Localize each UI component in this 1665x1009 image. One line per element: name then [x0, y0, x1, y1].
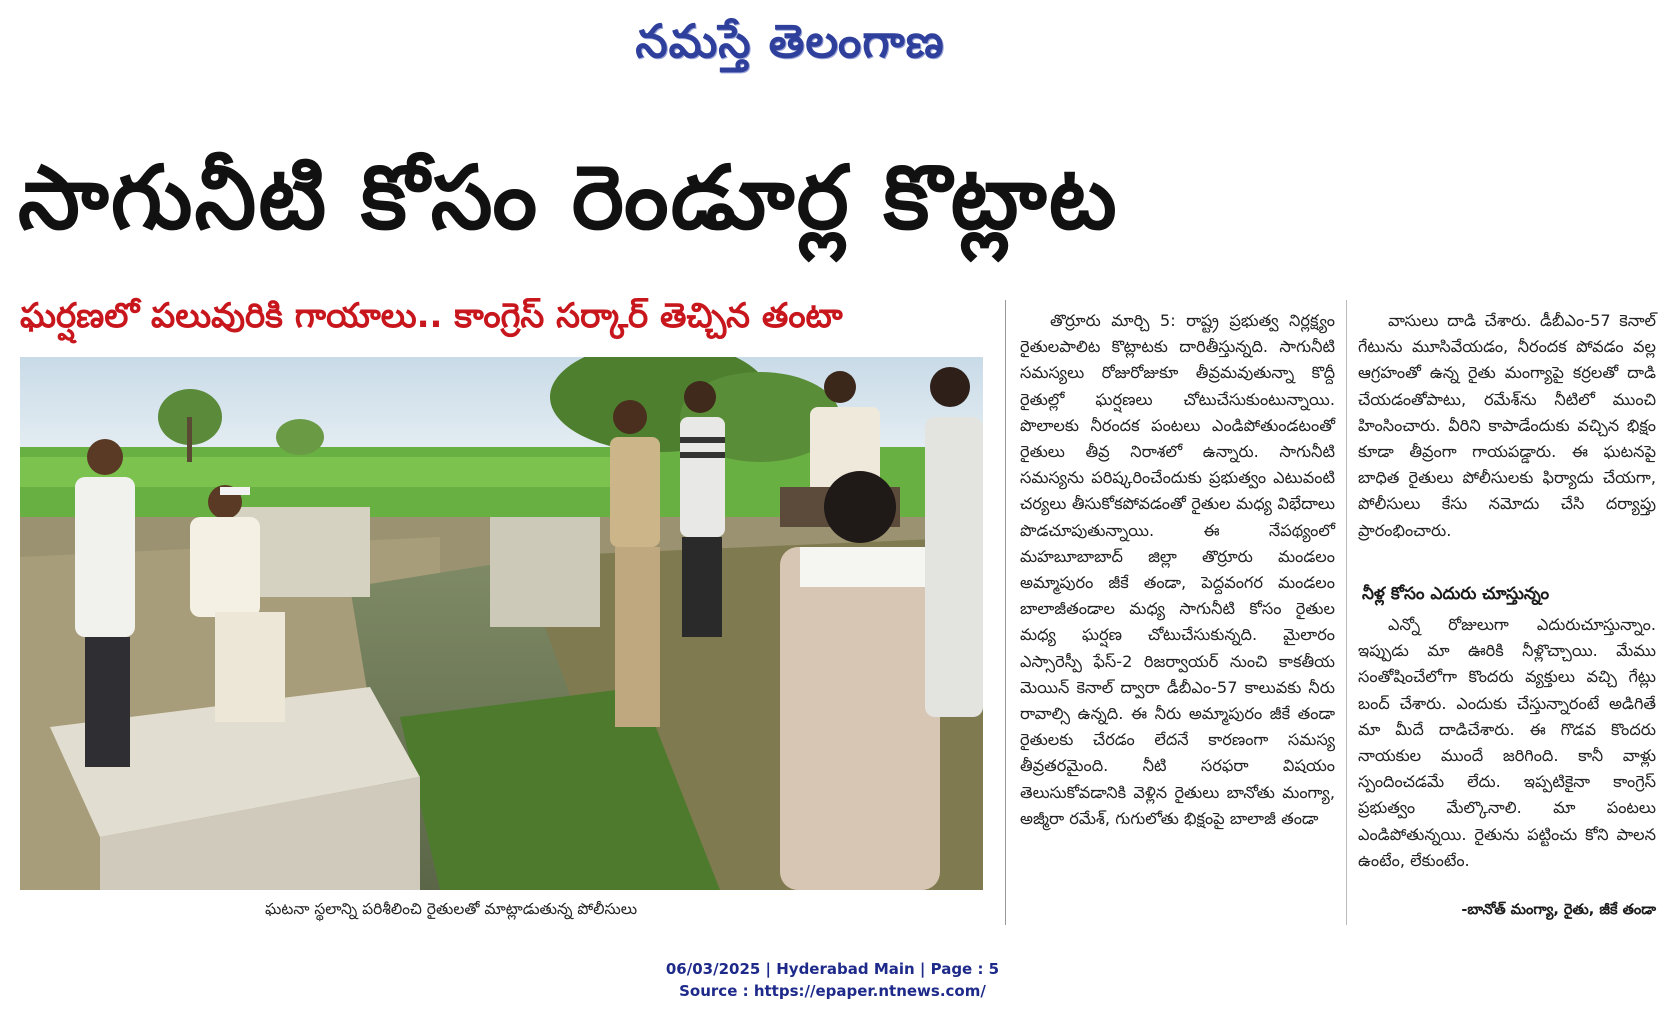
news-photo: [20, 357, 983, 890]
sub-headline: ఘర్షణలో పలువురికి గాయాలు.. కాంగ్రెస్ సర్కార్ తెచ్చిన తంటా: [20, 296, 843, 336]
article-subheading: నీళ్ల కోసం ఎదురు చూస్తున్నం: [1362, 584, 1550, 604]
column-divider: [1005, 300, 1006, 925]
article-paragraph: వాసులు దాడి చేశారు. డీబీఎం-57 కెనాల్ గేటును మూసివేయడం, నీరందక పోవడం వల్ల ఆగ్రహంతో ఉన్న రైతు మంగ్యాపై కర్రలతో దాడి చేయడంతోపాటు, రమేశ్‌ను నీటిలో ముంచి హింసించారు. వీరిని కాపాడేందుకు వచ్చిన భిక్షం కూడా తీవ్రంగా గాయపడ్డారు. ఈ ఘటనపై బాధిత రైతులు పోలీసులకు ఫిర్యాదు చేయగా, పోలీసులు కేసు నమోదు చేసి దర్యాప్తు ప్రారంభించారు.: [1358, 311, 1656, 540]
article-paragraph: ఎన్నో రోజులుగా ఎదురుచూస్తున్నాం. ఇప్పుడు మా ఊరికి నీళ్లొచ్చాయి. మేము సంతోషించేలోగా కొందరు వ్యక్తులు వచ్చి గేట్లు బంద్ చేశారు. ఎందుకు చేస్తున్నారంటే అడిగితే మా మీదే దాడిచేశారు. ఈ గొడవ కొందరు నాయకుల ముందే జరిగింది. కానీ వాళ్లు స్పందించడమే లేదు. ఇప్పటికైనా కాంగ్రెస్ ప్రభుత్వం మేల్కొనాలి. మా పంటలు ఎండిపోతున్నయి. రైతును పట్టించు కోని పాలన ఉంటేం, లేకుంటేం.: [1358, 615, 1656, 870]
article-column-1: [1020, 308, 1335, 832]
article-column-2-quote: [1358, 612, 1656, 874]
masthead-logo: నమస్తే తెలంగాణ: [635, 14, 945, 68]
footer-edition-info: 06/03/2025 | Hyderabad Main | Page : 5: [665, 960, 1000, 978]
column-divider: [1346, 300, 1347, 925]
photo-caption: ఘటనా స్థలాన్ని పరిశీలించి రైతులతో మాట్లాడుతున్న పోలీసులు: [265, 900, 638, 918]
main-headline: సాగునీటి కోసం రెండూర్ల కొట్లాట: [18, 146, 1119, 249]
footer-source-link[interactable]: Source : https://epaper.ntnews.com/: [679, 982, 986, 1000]
article-paragraph: తొర్రూరు మార్చి 5: రాష్ట్ర ప్రభుత్వ నిర్లక్ష్యం రైతులపాలిట కొట్లాటకు దారితీస్తున్నది. సాగునీటి సమస్యలు రోజురోజుకూ తీవ్రమవుతున్నా కొద్దీ రైతుల్లో ఘర్షణలు చోటుచేసుకుంటున్నాయి. పొలాలకు నీరందక పంటలు ఎండిపోతుండటంతో రైతులు తీవ్ర నిరాశలో ఉన్నారు. సాగునీటి సమస్యను పరిష్కరించేందుకు ప్రభుత్వం ఎటువంటి చర్యలు తీసుకోకపోవడంతో రైతుల మధ్య విభేదాలు పొడచూపుతున్నాయి. ఈ నేపథ్యంలో మహబూబాబాద్ జిల్లా తొర్రూరు మండలం అమ్మాపురం జీకే తండా, పెద్దవంగర మండలం బాలాజీతండాల మధ్య సాగునీటి కోసం రైతుల మధ్య ఘర్షణ చోటుచేసుకున్నది. మైలారం ఎస్సారెస్పీ ఫేస్-2 రిజర్వాయర్ నుంచి కాకతీయ మెయిన్ కెనాల్ ద్వారా డీబీఎం-57 కాలువకు నీరు రావాల్సి ఉన్నది. ఈ నీరు అమ్మాపురం జీకే తండా రైతులకు చేరడం లేదనే కారణంగా సమస్య తీవ్రతరమైంది. నీటి సరఫరా విషయం తెలుసుకోవడానికి వెళ్లిన రైతులు బానోతు మంగ్యా, అజ్మీరా రమేశ్, గుగులోతు భిక్షంపై బాలాజీ తండా: [1020, 311, 1335, 828]
article-column-2: [1358, 308, 1656, 544]
quote-byline: -బానోత్ మంగ్యా, రైతు, జీకే తండా: [1461, 902, 1656, 918]
